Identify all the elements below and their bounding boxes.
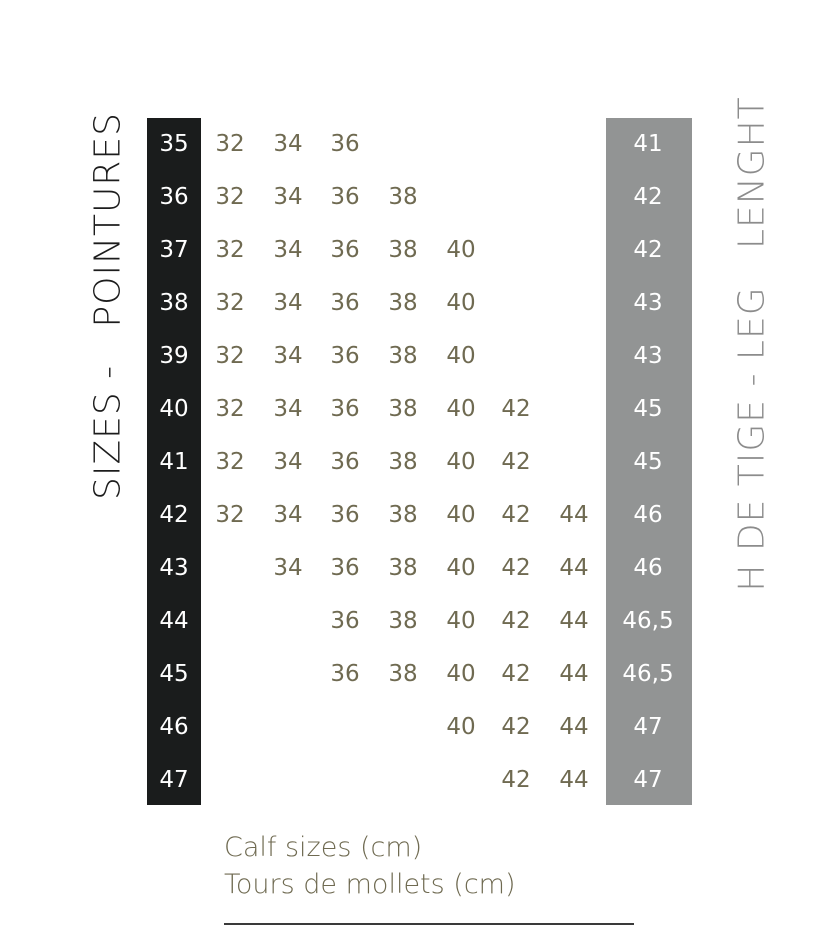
calf-size-cell: 40 bbox=[446, 343, 476, 369]
shoe-size-cell: 44 bbox=[159, 608, 189, 634]
shoe-size-cell: 38 bbox=[159, 290, 189, 316]
calf-size-cell: 38 bbox=[388, 661, 418, 687]
leg-length-cell: 46,5 bbox=[622, 661, 674, 687]
calf-size-cell: 40 bbox=[446, 608, 476, 634]
calf-size-cell: 40 bbox=[446, 502, 476, 528]
leg-length-cell: 47 bbox=[633, 767, 663, 793]
calf-size-cell: 40 bbox=[446, 396, 476, 422]
calf-size-cell: 32 bbox=[215, 449, 245, 475]
calf-size-cell: 34 bbox=[273, 343, 303, 369]
sizes-pointures-label: SIZES - POINTURES bbox=[87, 111, 129, 501]
table-row bbox=[0, 171, 818, 224]
leg-length-cell: 45 bbox=[633, 449, 663, 475]
calf-size-cell: 38 bbox=[388, 237, 418, 263]
leg-length-cell: 45 bbox=[633, 396, 663, 422]
calf-size-cell: 32 bbox=[215, 290, 245, 316]
calf-size-cell: 34 bbox=[273, 555, 303, 581]
leg-length-cell: 46 bbox=[633, 502, 663, 528]
calf-size-cell: 38 bbox=[388, 608, 418, 634]
calf-size-cell: 36 bbox=[330, 396, 360, 422]
calf-size-cell: 44 bbox=[559, 714, 589, 740]
calf-size-cell: 38 bbox=[388, 184, 418, 210]
calf-size-cell: 34 bbox=[273, 184, 303, 210]
calf-size-cell: 42 bbox=[501, 661, 531, 687]
caption-underline bbox=[224, 923, 634, 925]
shoe-size-cell: 47 bbox=[159, 767, 189, 793]
calf-size-cell: 34 bbox=[273, 396, 303, 422]
leg-length-cell: 42 bbox=[633, 237, 663, 263]
calf-size-cell: 36 bbox=[330, 237, 360, 263]
calf-size-cell: 32 bbox=[215, 502, 245, 528]
calf-size-cell: 34 bbox=[273, 449, 303, 475]
calf-size-cell: 42 bbox=[501, 608, 531, 634]
calf-size-cell: 38 bbox=[388, 555, 418, 581]
calf-size-cell: 36 bbox=[330, 449, 360, 475]
leg-length-cell: 41 bbox=[633, 131, 663, 157]
table-row bbox=[0, 330, 818, 383]
calf-size-cell: 32 bbox=[215, 184, 245, 210]
calf-size-cell: 36 bbox=[330, 290, 360, 316]
leg-length-cell: 43 bbox=[633, 290, 663, 316]
table-row bbox=[0, 648, 818, 701]
calf-size-cell: 32 bbox=[215, 343, 245, 369]
table-row bbox=[0, 224, 818, 277]
calf-size-cell: 40 bbox=[446, 237, 476, 263]
calf-size-cell: 34 bbox=[273, 290, 303, 316]
calf-size-cell: 44 bbox=[559, 608, 589, 634]
calf-size-cell: 38 bbox=[388, 502, 418, 528]
calf-size-cell: 38 bbox=[388, 290, 418, 316]
calf-size-cell: 36 bbox=[330, 502, 360, 528]
calf-size-cell: 40 bbox=[446, 661, 476, 687]
calf-size-cell: 44 bbox=[559, 555, 589, 581]
shoe-size-cell: 41 bbox=[159, 449, 189, 475]
calf-size-cell: 34 bbox=[273, 237, 303, 263]
table-row bbox=[0, 754, 818, 807]
calf-size-cell: 32 bbox=[215, 237, 245, 263]
shoe-size-cell: 42 bbox=[159, 502, 189, 528]
calf-size-cell: 44 bbox=[559, 502, 589, 528]
shoe-size-cell: 43 bbox=[159, 555, 189, 581]
calf-size-cell: 40 bbox=[446, 449, 476, 475]
shoe-size-cell: 36 bbox=[159, 184, 189, 210]
calf-size-cell: 38 bbox=[388, 449, 418, 475]
table-row bbox=[0, 542, 818, 595]
table-row bbox=[0, 489, 818, 542]
table-row bbox=[0, 277, 818, 330]
table-row bbox=[0, 118, 818, 171]
shoe-size-cell: 35 bbox=[159, 131, 189, 157]
table-row bbox=[0, 436, 818, 489]
calf-size-cell: 36 bbox=[330, 555, 360, 581]
shoe-size-cell: 46 bbox=[159, 714, 189, 740]
calf-size-cell: 42 bbox=[501, 396, 531, 422]
leg-length-cell: 46,5 bbox=[622, 608, 674, 634]
calf-size-cell: 42 bbox=[501, 714, 531, 740]
calf-size-cell: 34 bbox=[273, 502, 303, 528]
shoe-size-cell: 37 bbox=[159, 237, 189, 263]
calf-size-cell: 42 bbox=[501, 449, 531, 475]
caption-tours-de-mollets: Tours de mollets (cm) bbox=[224, 869, 516, 900]
calf-size-cell: 44 bbox=[559, 767, 589, 793]
calf-size-cell: 40 bbox=[446, 714, 476, 740]
calf-size-cell: 42 bbox=[501, 502, 531, 528]
table-row bbox=[0, 383, 818, 436]
leg-length-cell: 47 bbox=[633, 714, 663, 740]
leg-length-label: H DE TIGE - LEG LENGHT bbox=[731, 96, 773, 592]
shoe-size-cell: 45 bbox=[159, 661, 189, 687]
calf-size-cell: 44 bbox=[559, 661, 589, 687]
calf-size-cell: 36 bbox=[330, 343, 360, 369]
table-row bbox=[0, 595, 818, 648]
calf-size-cell: 36 bbox=[330, 661, 360, 687]
calf-size-cell: 40 bbox=[446, 555, 476, 581]
calf-size-cell: 38 bbox=[388, 396, 418, 422]
calf-size-cell: 32 bbox=[215, 396, 245, 422]
leg-length-cell: 42 bbox=[633, 184, 663, 210]
caption-calf-sizes: Calf sizes (cm) bbox=[224, 832, 423, 863]
shoe-size-cell: 39 bbox=[159, 343, 189, 369]
calf-size-cell: 42 bbox=[501, 767, 531, 793]
calf-size-cell: 36 bbox=[330, 608, 360, 634]
leg-length-cell: 46 bbox=[633, 555, 663, 581]
calf-size-cell: 34 bbox=[273, 131, 303, 157]
calf-size-cell: 40 bbox=[446, 290, 476, 316]
shoe-size-cell: 40 bbox=[159, 396, 189, 422]
calf-size-cell: 36 bbox=[330, 184, 360, 210]
table-row bbox=[0, 701, 818, 754]
calf-size-cell: 42 bbox=[501, 555, 531, 581]
calf-size-cell: 38 bbox=[388, 343, 418, 369]
calf-size-cell: 36 bbox=[330, 131, 360, 157]
calf-size-cell: 32 bbox=[215, 131, 245, 157]
leg-length-cell: 43 bbox=[633, 343, 663, 369]
